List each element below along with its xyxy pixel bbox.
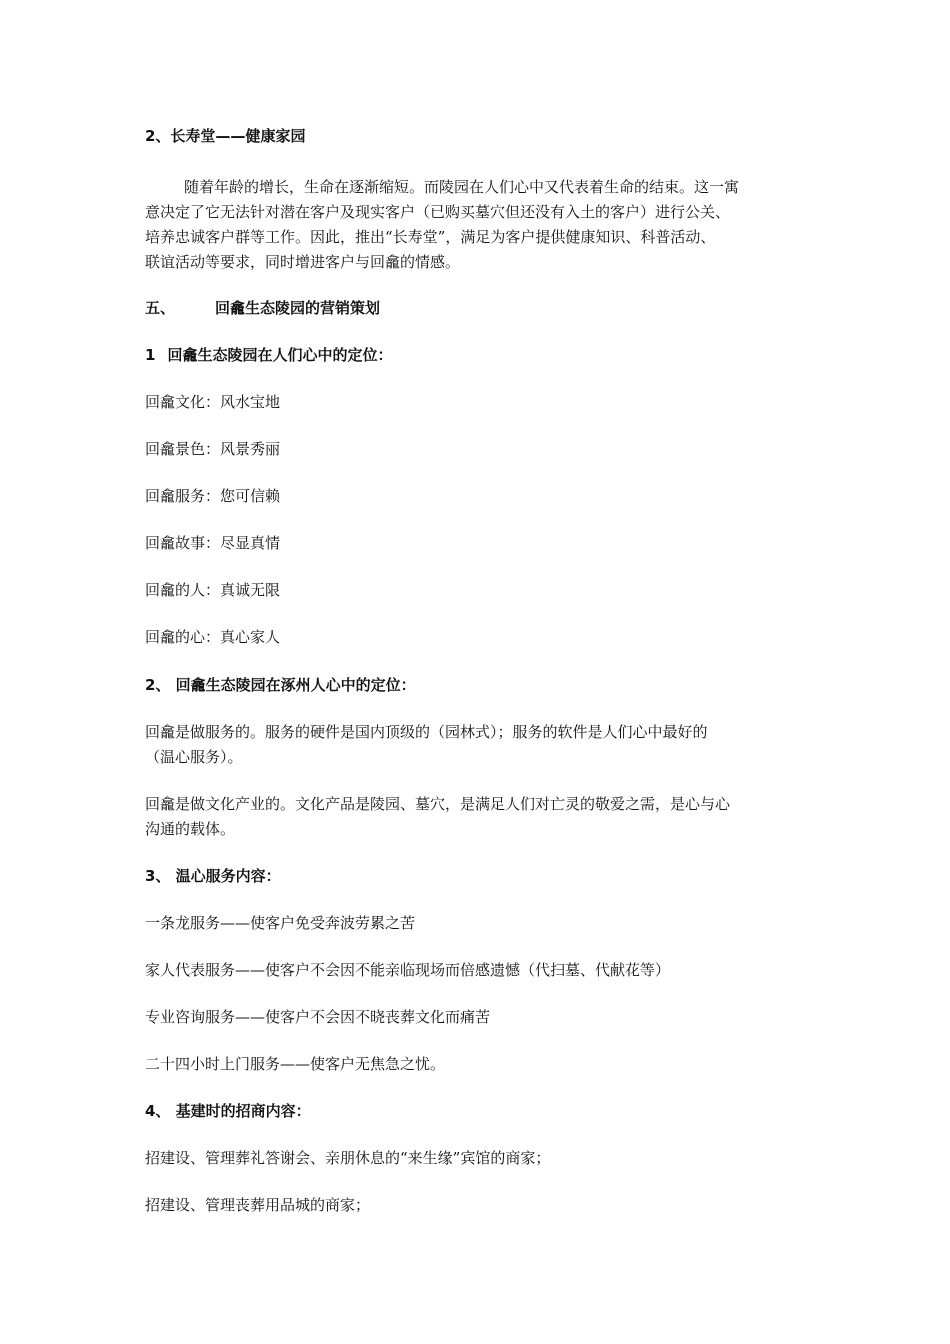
subsection-heading-investment: 4、 基建时的招商内容： xyxy=(145,1102,311,1120)
paragraph-line: （温心服务）。 xyxy=(145,748,243,766)
paragraph-line: 意决定了它无法针对潜在客户及现实客户（已购买墓穴但还没有入土的客户）进行公关、 xyxy=(145,203,731,221)
list-item: 回龕故事：尽显真情 xyxy=(145,534,281,552)
list-item: 回龕的心：真心家人 xyxy=(145,628,281,646)
section-number: 五、 xyxy=(145,299,176,317)
list-item: 回龕文化：风水宝地 xyxy=(145,393,281,411)
paragraph-line: 联谊活动等要求，同时增进客户与回龕的情感。 xyxy=(145,253,461,271)
subsection-number: 1 xyxy=(145,346,156,364)
section-heading-marketing-plan xyxy=(145,296,380,321)
list-item: 招建设、管理丧葬用品城的商家； xyxy=(145,1196,371,1214)
list-item: 家人代表服务——使客户不会因不能亲临现场而倍感遗憾（代扫墓、代献花等） xyxy=(145,961,671,979)
list-item: 招建设、管理葬礼答谢会、亲朋休息的“来生缘”宾馆的商家； xyxy=(145,1149,551,1167)
paragraph-line: 沟通的载体。 xyxy=(145,820,236,838)
paragraph-line: 回龕是做文化产业的。文化产品是陵园、墓穴，是满足人们对亡灵的敬爱之需，是心与心 xyxy=(145,795,731,813)
section-title: 回龕生态陵园的营销策划 xyxy=(215,299,381,317)
list-item: 二十四小时上门服务——使客户无焦急之忧。 xyxy=(145,1055,446,1073)
list-item: 一条龙服务——使客户免受奔波劳累之苦 xyxy=(145,914,416,932)
subsection-heading-zhuozhou-positioning: 2、 回龕生态陵园在涿州人心中的定位： xyxy=(145,676,416,694)
paragraph-line: 随着年龄的增长，生命在逐渐缩短。而陵园在人们心中又代表着生命的结束。这一寓 xyxy=(184,178,740,196)
list-item: 回龕景色：风景秀丽 xyxy=(145,440,281,458)
list-item: 回龕服务：您可信赖 xyxy=(145,487,281,505)
subsection-title: 回龕生态陵园在人们心中的定位： xyxy=(167,346,393,364)
list-item: 回龕的人：真诚无限 xyxy=(145,581,281,599)
paragraph-line: 回龕是做服务的。服务的硬件是国内顶级的（园林式）；服务的软件是人们心中最好的 xyxy=(145,723,708,741)
list-item: 专业咨询服务——使客户不会因不晓丧葬文化而痛苦 xyxy=(145,1008,491,1026)
paragraph-line: 培养忠诚客户群等工作。因此，推出“长寿堂”，满足为客户提供健康知识、科普活动、 xyxy=(145,228,716,246)
subsection-heading-positioning xyxy=(145,343,392,368)
section-heading-longevity-hall: 2、长寿堂——健康家园 xyxy=(145,127,306,145)
subsection-heading-service-content: 3、 温心服务内容： xyxy=(145,867,281,885)
